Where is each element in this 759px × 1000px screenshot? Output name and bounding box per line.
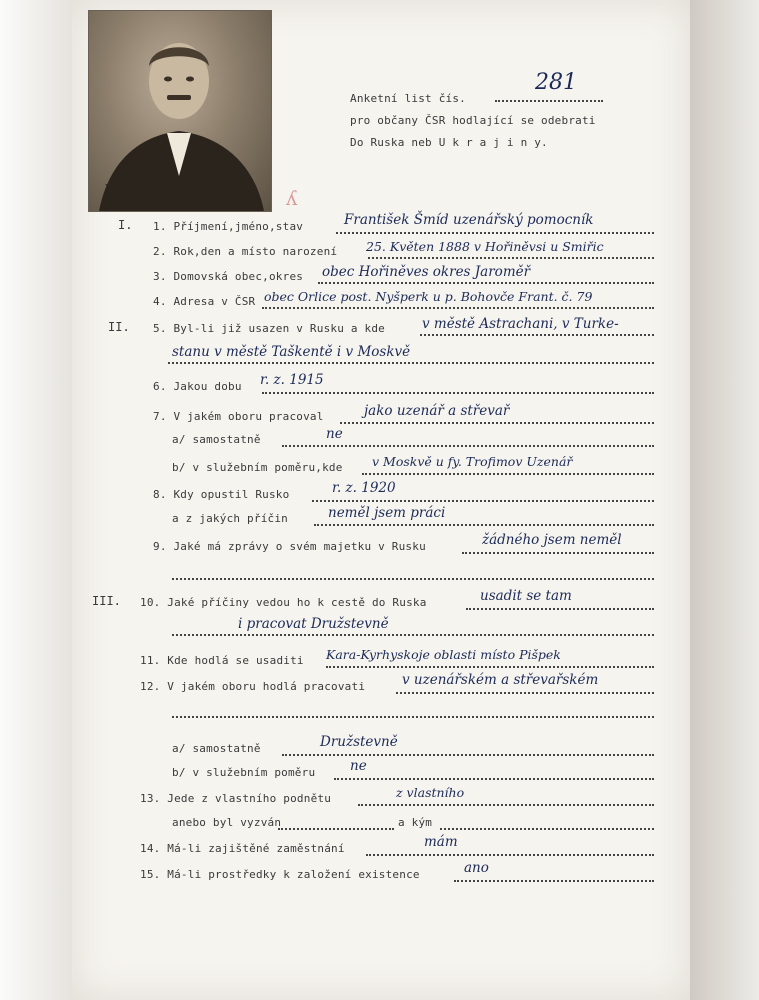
q10-answer-2: i pracovat Družstevně — [238, 616, 389, 632]
q8-sub-answer: neměl jsem práci — [328, 505, 446, 521]
q11-label: 11. Kde hodlá se usaditi — [140, 654, 304, 667]
q7a-answer: ne — [326, 426, 343, 442]
q6-dots — [262, 392, 654, 394]
q5-answer-2: stanu v městě Taškentě i v Moskvě — [172, 344, 411, 360]
q10-dots-2 — [172, 634, 654, 636]
q15-dots — [454, 880, 654, 882]
q13-dots — [358, 804, 654, 806]
q6-answer: r. z. 1915 — [260, 372, 324, 388]
q4-answer: obec Orlice post. Nyšperk u p. Bohovče Frant. č. 79 — [264, 289, 593, 304]
form-number: 281 — [535, 70, 577, 95]
q14-answer: mám — [424, 834, 458, 850]
q13-sub-dots-2 — [440, 828, 654, 830]
q10-answer: usadit se tam — [480, 588, 572, 604]
q12-dots — [396, 692, 654, 694]
q5-label: 5. Byl-li již usazen v Rusku a kde — [153, 322, 385, 335]
q7b-answer: v Moskvě u fy. Trofimov Uzenář — [372, 454, 573, 469]
q2-label: 2. Rok,den a místo narození — [153, 245, 338, 258]
q10-label: 10. Jaké příčiny vedou ho k cestě do Ruska — [140, 596, 427, 609]
q14-dots — [366, 854, 654, 856]
q2-dots — [368, 257, 654, 259]
q4-label: 4. Adresa v ČSR — [153, 295, 256, 308]
q9-dots-2 — [172, 578, 654, 580]
q12b-dots — [334, 778, 654, 780]
q11-answer: Kara-Kyrhyskoje oblasti místo Pišpek — [326, 647, 561, 662]
q8-dots — [312, 500, 654, 502]
q8-answer: r. z. 1920 — [332, 480, 396, 496]
page-edge-right — [690, 0, 759, 1000]
q7b-label: b/ v služebním poměru,kde — [172, 461, 343, 474]
q3-answer: obec Hořiněves okres Jaroměř — [322, 264, 531, 280]
section-III: III. — [92, 594, 121, 608]
q1-dots — [336, 232, 654, 234]
section-II: II. — [108, 320, 130, 334]
q13-sub-label-2: a kým — [398, 816, 433, 829]
q3-label: 3. Domovská obec,okres — [153, 270, 304, 283]
q12-answer: v uzenářském a střevařském — [402, 672, 599, 688]
header-line-1: Anketní list čís. — [350, 92, 466, 105]
q8-sub-label: a z jakých příčin — [172, 512, 288, 525]
q13-label: 13. Jede z vlastního podnětu — [140, 792, 332, 805]
q12a-label: a/ samostatně — [172, 742, 261, 755]
q11-dots — [326, 666, 654, 668]
q12b-answer: ne — [350, 758, 367, 774]
q10-dots — [466, 608, 654, 610]
q7-dots — [340, 422, 654, 424]
q4-dots — [262, 307, 654, 309]
q6-label: 6. Jakou dobu — [153, 380, 242, 393]
q12a-answer: Družstevně — [320, 734, 398, 750]
q9-answer: žádného jsem neměl — [482, 532, 622, 548]
q7-answer: jako uzenář a střevař — [364, 403, 510, 419]
q3-dots — [318, 282, 654, 284]
q9-dots — [462, 552, 654, 554]
page-edge-left — [0, 0, 72, 1000]
header-number-dots — [495, 100, 603, 102]
q12-dots-2 — [172, 716, 654, 718]
photo-signature: František Šmíd — [104, 182, 198, 196]
q1-answer: František Šmíd uzenářský pomocník — [344, 212, 594, 228]
q12b-label: b/ v služebním poměru — [172, 766, 316, 779]
q5-dots-2 — [168, 362, 654, 364]
q12a-dots — [282, 754, 654, 756]
q1-label: 1. Příjmení,jméno,stav — [153, 220, 304, 233]
red-pencil-mark: ʎ — [286, 186, 298, 210]
section-I: I. — [118, 218, 133, 232]
q13-sub-label: anebo byl vyzván — [172, 816, 282, 829]
q8-sub-dots — [314, 524, 654, 526]
q5-answer: v městě Astrachani, v Turke- — [422, 316, 619, 332]
q7a-dots — [282, 445, 654, 447]
q12-label: 12. V jakém oboru hodlá pracovati — [140, 680, 366, 693]
q5-dots — [420, 334, 654, 336]
q8-label: 8. Kdy opustil Rusko — [153, 488, 290, 501]
header-line-3: Do Ruska neb U k r a j i n y. — [350, 136, 548, 149]
q9-label: 9. Jaké má zprávy o svém majetku v Rusku — [153, 540, 426, 553]
q7-label: 7. V jakém oboru pracoval — [153, 410, 324, 423]
q7a-label: a/ samostatně — [172, 433, 261, 446]
q2-answer: 25. Květen 1888 v Hořiněvsi u Smiřic — [366, 239, 604, 254]
q15-label: 15. Má-li prostředky k založení existence — [140, 868, 420, 881]
q14-label: 14. Má-li zajištěné zaměstnání — [140, 842, 345, 855]
header-line-2: pro občany ČSR hodlající se odebrati — [350, 114, 596, 127]
q13-answer: z vlastního — [396, 785, 465, 800]
q15-answer: ano — [464, 860, 489, 876]
q7b-dots — [362, 473, 654, 475]
q13-sub-dots — [278, 828, 394, 830]
